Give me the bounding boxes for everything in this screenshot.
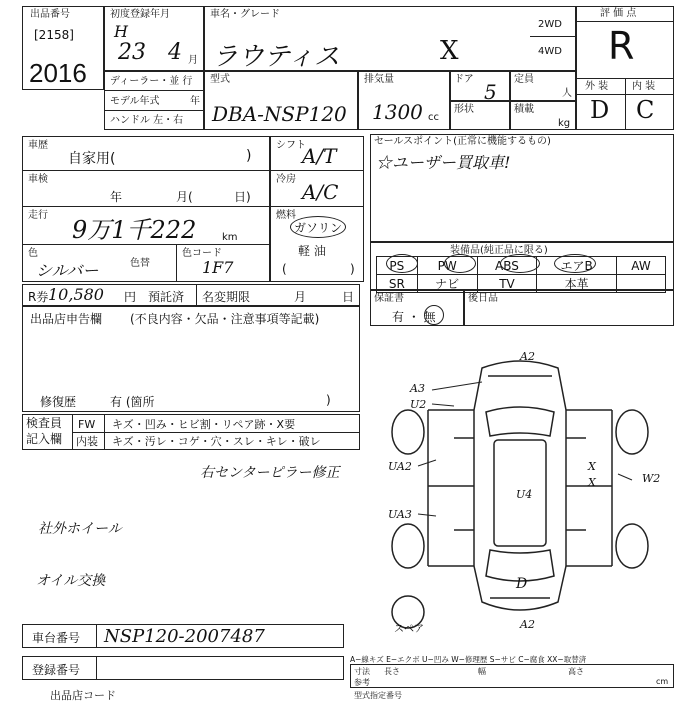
name-change-day: 日 (342, 290, 355, 304)
first-reg-era: H (114, 22, 128, 41)
diag-label-x1: X (588, 460, 596, 473)
usage-label: 車歴 (28, 140, 48, 151)
interior-grade: C (636, 96, 655, 124)
usage-close: ) (246, 148, 252, 164)
note-2: 社外ホイール (38, 521, 122, 537)
color-change-label: 色替 (130, 258, 150, 269)
car-name-label: 車名・グレード (210, 9, 280, 20)
equipment-label: 装備品(純正品に限る) (450, 245, 548, 256)
fuel-diesel: 軽 油 (298, 244, 326, 258)
recycle-label: R券 (28, 290, 49, 304)
equip-aw: AW (616, 257, 665, 275)
first-reg-month-unit: 月 (188, 55, 198, 66)
load-unit: kg (558, 118, 571, 129)
fw-items: キズ・凹み・ヒビ割・リペア跡・X要 (112, 418, 296, 431)
recycle-value: 10,580 (48, 285, 104, 304)
exterior-label: 外 装 (585, 81, 609, 92)
report-subtitle: (不良内容・欠品・注意事項等記載) (130, 312, 320, 326)
sales-label: セールスポイント(正常に機能するもの) (374, 136, 551, 147)
lot-label: 出品番号 (30, 9, 70, 20)
ac-value: A/C (302, 180, 339, 204)
color-value: シルバー (36, 261, 99, 280)
rear-seat-label: 後日品 (468, 293, 498, 304)
fuel-close: ) (350, 262, 355, 276)
drive-2wd: 2WD (538, 19, 562, 30)
mileage-label: 走行 (28, 210, 48, 221)
capacity-unit: 人 (562, 88, 572, 99)
size-label: 寸法 (354, 667, 370, 676)
first-reg-month: 4 (168, 40, 182, 65)
rating-value: R (608, 24, 635, 68)
shape-label: 形状 (454, 104, 474, 115)
reg-label: 登録番号 (32, 663, 81, 677)
exterior-grade: D (590, 96, 610, 124)
doors-label: ドア (454, 74, 474, 85)
diag-label-ua3: UA3 (388, 508, 412, 521)
warranty-circle (424, 305, 444, 325)
sales-text: ☆ユーザー買取車! (376, 153, 511, 172)
legend: A−線キズ E−エクボ U−凹み W−修理歴 S−サビ C−腐食 XX−取替済 (350, 655, 587, 664)
inspection-year: 年 (110, 190, 123, 204)
ps-circle (386, 254, 418, 273)
diag-label-a3: A3 (410, 382, 425, 395)
equip-navi: ナビ (417, 275, 477, 293)
note-3: オイル交換 (36, 573, 106, 589)
inspector-label2: 記入欄 (26, 432, 63, 446)
model-label: 型式 (210, 74, 230, 85)
diag-label-u4: U4 (516, 488, 533, 501)
grade: X (440, 36, 459, 66)
displacement-unit: cc (428, 112, 439, 123)
ac-label: 冷房 (276, 174, 296, 185)
shift-label: シフト (276, 140, 306, 151)
repair-label: 修復歴 (40, 395, 77, 409)
airbag-circle (554, 254, 596, 273)
size-unit: cm (656, 677, 669, 686)
color-label: 色 (28, 248, 38, 259)
rating-label: 評 価 点 (600, 8, 637, 19)
recycle-unit: 円 (124, 290, 137, 304)
lot-number: [2158] (34, 28, 74, 42)
displacement-value: 1300 (372, 100, 423, 124)
report-label: 出品店申告欄 (30, 312, 103, 326)
displacement-label: 排気量 (364, 74, 394, 85)
mileage-value: 9万1千222 (72, 216, 197, 244)
usage-value: 自家用( (68, 151, 116, 167)
name-change-month: 月 (294, 290, 307, 304)
int-items: キズ・汚レ・コゲ・穴・スレ・キレ・破レ (112, 435, 321, 448)
size-width: 幅 (478, 667, 486, 676)
inspector-label1: 検査員 (26, 416, 63, 430)
car-name: ラウティス (212, 42, 340, 72)
name-change-label: 名変期限 (202, 290, 251, 304)
diag-label-d: D (516, 576, 528, 592)
diag-label-a2-bottom: A2 (520, 618, 535, 631)
handle-label: ハンドル 左・右 (110, 115, 184, 126)
warranty-label: 保証書 (374, 293, 404, 304)
load-label: 積載 (514, 104, 534, 115)
bottom-label: 出品店コード (50, 689, 116, 702)
first-reg-year: 23 (118, 40, 146, 65)
interior-label: 内 装 (632, 81, 656, 92)
color-code-value: 1F7 (202, 258, 234, 277)
diag-label-u2: U2 (410, 398, 427, 411)
drive-4wd: 4WD (538, 46, 562, 57)
dealer-label: ディーラー・並 行 (110, 76, 193, 87)
abs-circle (500, 254, 540, 273)
equip-leather: 本革 (537, 275, 617, 293)
deposit-label: 預託済 (148, 290, 185, 304)
int-label: 内装 (76, 435, 98, 448)
auction-year: 2016 (29, 58, 87, 88)
first-reg-label: 初度登録年月 (110, 9, 170, 20)
inspection-month: 月( (176, 190, 193, 204)
pw-circle (444, 254, 476, 273)
equip-sr: SR (377, 275, 418, 293)
fuel-value: ガソリン (294, 221, 343, 235)
size-ref: 参考 (354, 678, 370, 687)
fw-label: FW (78, 418, 96, 431)
fuel-open: ( (282, 262, 287, 276)
mileage-unit: km (222, 232, 238, 243)
note-1: 右センターピラー修正 (200, 465, 340, 481)
inspection-label: 車検 (28, 174, 48, 185)
chassis-label: 車台番号 (32, 631, 81, 645)
size-length: 長さ (384, 667, 400, 676)
model-value: DBA-NSP120 (212, 102, 347, 126)
size-height: 高さ (568, 667, 584, 676)
equip-ps: PS (377, 257, 418, 275)
equip-airbag: エアB (537, 257, 617, 275)
diag-label-a2-top: A2 (520, 350, 535, 363)
warranty-options: 有 ・ 無 (392, 310, 436, 324)
color-code-label: 色コード (182, 248, 222, 259)
capacity-label: 定員 (514, 74, 534, 85)
shift-value: A/T (302, 144, 337, 168)
inspection-day: 日) (234, 190, 251, 204)
diag-label-w2: W2 (642, 472, 661, 485)
doors-value: 5 (484, 80, 497, 104)
model-year-unit: 年 (190, 96, 200, 107)
repair-close: ) (326, 393, 331, 407)
chassis-value: NSP120-2007487 (104, 626, 265, 647)
car-diagram (370, 340, 674, 650)
bottom-right: 型式指定番号 (354, 691, 402, 700)
model-year-label: モデル年式 (110, 96, 160, 107)
equip-tv: TV (477, 275, 537, 293)
repair-value: 有 (箇所 (110, 395, 155, 409)
spare-label: スペア (394, 624, 424, 635)
fuel-label: 燃料 (276, 210, 296, 221)
equip-abs: ABS (477, 257, 537, 275)
diag-label-x2: X (588, 476, 596, 489)
equip-pw: PW (417, 257, 477, 275)
diag-label-ua2: UA2 (388, 460, 412, 473)
